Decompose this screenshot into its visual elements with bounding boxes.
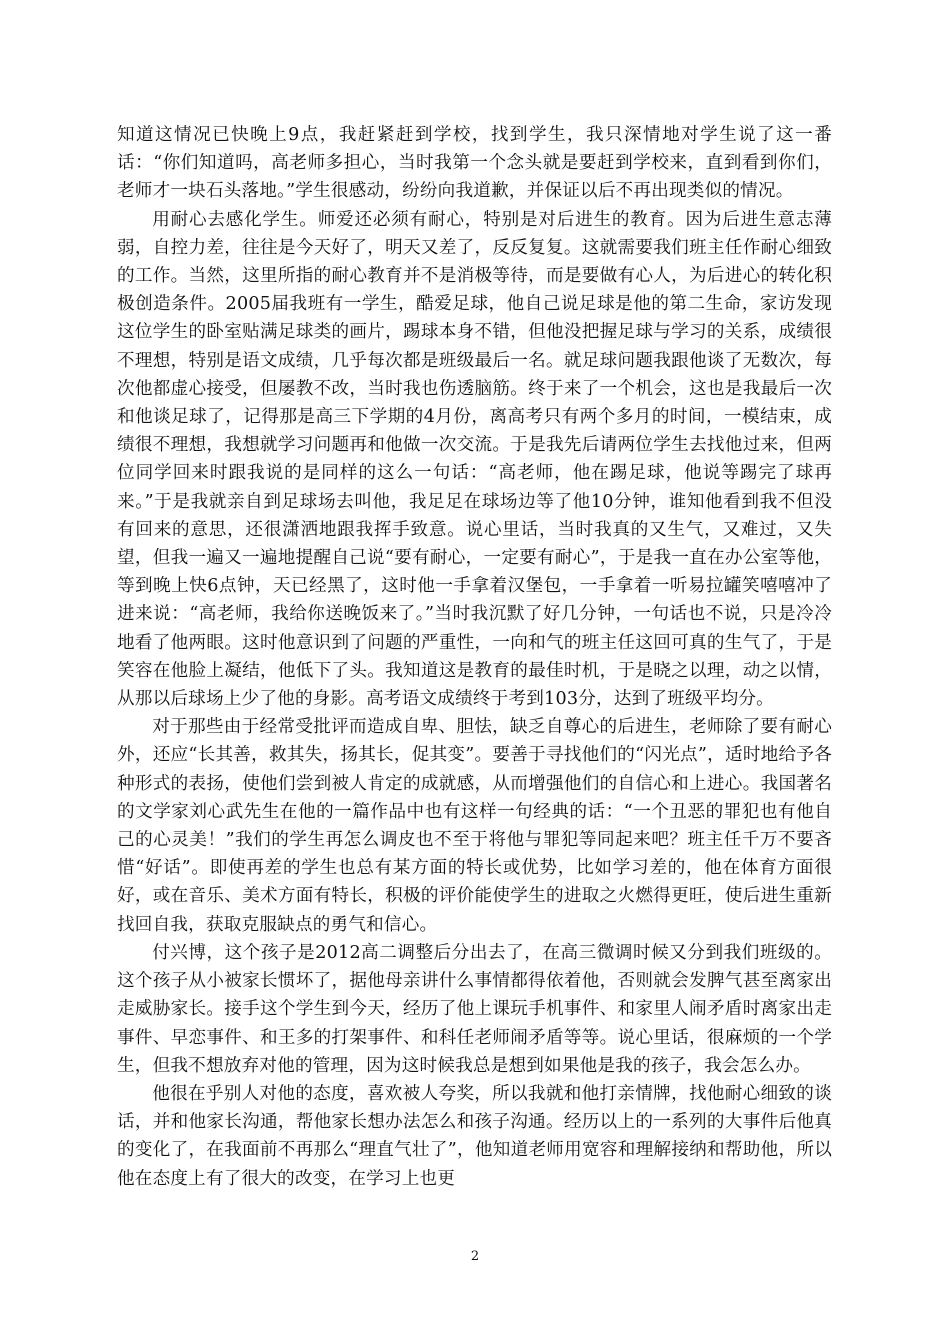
- paragraph-1: 知道这情况已快晚上9点，我赶紧赶到学校，找到学生，我只深情地对学生说了这一番话：“你们知道吗，高老师多担心，当时我第一个念头就是要赶到学校来，直到看到你们，老师才一块石头落地。”学生很感动，纷纷向我道歉，并保证以后不再出现类似的情况。: [117, 125, 832, 202]
- paragraph-4: 付兴博，这个孩子是2012高二调整后分出去了，在高三微调时候又分到我们班级的。这个孩子从小被家长惯坏了，据他母亲讲什么事情都得依着他，否则就会发脾气甚至离家出走威胁家长。接手这个学生到今天，经历了他上课玩手机事件、和家里人闹矛盾时离家出走事件、早恋事件、和王多的打架事件、和科任老师闹矛盾等等。说心里话，很麻烦的一个学生，但我不想放弃对他的管理，因为这时候我总是想到如果他是我的孩子，我会怎么办。: [117, 942, 832, 1076]
- paragraph-3: 对于那些由于经常受批评而造成自卑、胆怯，缺乏自尊心的后进生，老师除了要有耐心外，还应“长其善，救其失，扬其长，促其变”。要善于寻找他们的“闪光点”，适时地给予各种形式的表扬，使他们尝到被人肯定的成就感，从而增强他们的自信心和上进心。我国著名的文学家刘心武先生在他的一篇作品中也有这样一句经典的话：“一个丑恶的罪犯也有他自己的心灵美！”我们的学生再怎么调皮也不至于将他与罪犯等同起来吧？班主任千万不要吝惜“好话”。即使再差的学生也总有某方面的特长或优势，比如学习差的，他在体育方面很好，或在音乐、美术方面有特长，积极的评价能使学生的进取之火燃得更旺，使后进生重新找回自我，获取克服缺点的勇气和信心。: [117, 717, 832, 935]
- paragraph-2: 用耐心去感化学生。师爱还必须有耐心，特别是对后进生的教育。因为后进生意志薄弱，自控力差，往往是今天好了，明天又差了，反反复复。这就需要我们班主任作耐心细致的工作。当然，这里所指的耐心教育并不是消极等待，而是要做有心人，为后进心的转化积极创造条件。2005届我班有一学生，酷爱足球，他自己说足球是他的第二生命，家访发现这位学生的卧室贴满足球类的画片，踢球本身不错，但他没把握足球与学习的关系，成绩很不理想，特别是语文成绩，几乎每次都是班级最后一名。就足球问题我跟他谈了无数次，每次他都虚心接受，但屡教不改，当时我也伤透脑筋。终于来了一个机会，这也是我最后一次和他谈足球了，记得那是高三下学期的4月份，离高考只有两个多月的时间，一模结束，成绩很不理想，我想就学习问题再和他做一次交流。于是我先后请两位学生去找他过来，但两位同学回来时跟我说的是同样的这么一句话：“高老师，他在踢足球，他说等踢完了球再来。”于是我就亲自到足球场去叫他，我足足在球场边等了他10分钟，谁知他看到我不但没有回来的意思，还很潇洒地跟我挥手致意。说心里话，当时我真的又生气，又难过，又失望，但我一遍又一遍地提醒自己说“要有耐心，一定要有耐心”，于是我一直在办公室等他，等到晚上快6点钟，天已经黑了，这时他一手拿着汉堡包，一手拿着一听易拉罐笑嘻嘻冲了进来说：“高老师，我给你送晚饭来了。”当时我沉默了好几分钟，一句话也不说，只是冷冷地看了他两眼。这时他意识到了问题的严重性，一向和气的班主任这回可真的生气了，于是笑容在他脸上凝结，他低下了头。我知道这是教育的最佳时机，于是晓之以理，动之以情，从那以后球场上少了他的身影。高考语文成绩终于考到103分，达到了班级平均分。: [117, 209, 832, 710]
- page-number: 2: [470, 1249, 480, 1264]
- body-text: [117, 121, 832, 1193]
- paragraph-5: 他很在乎别人对他的态度，喜欢被人夸奖，所以我就和他打亲情牌，找他耐心细致的谈话，并和他家长沟通，帮他家长想办法怎么和孩子沟通。经历以上的一系列的大事件后他真的变化了，在我面前不再那么“理直气壮了”，他知道老师用宽容和理解接纳和帮助他，所以他在态度上有了很大的改变，在学习上也更: [117, 1083, 832, 1189]
